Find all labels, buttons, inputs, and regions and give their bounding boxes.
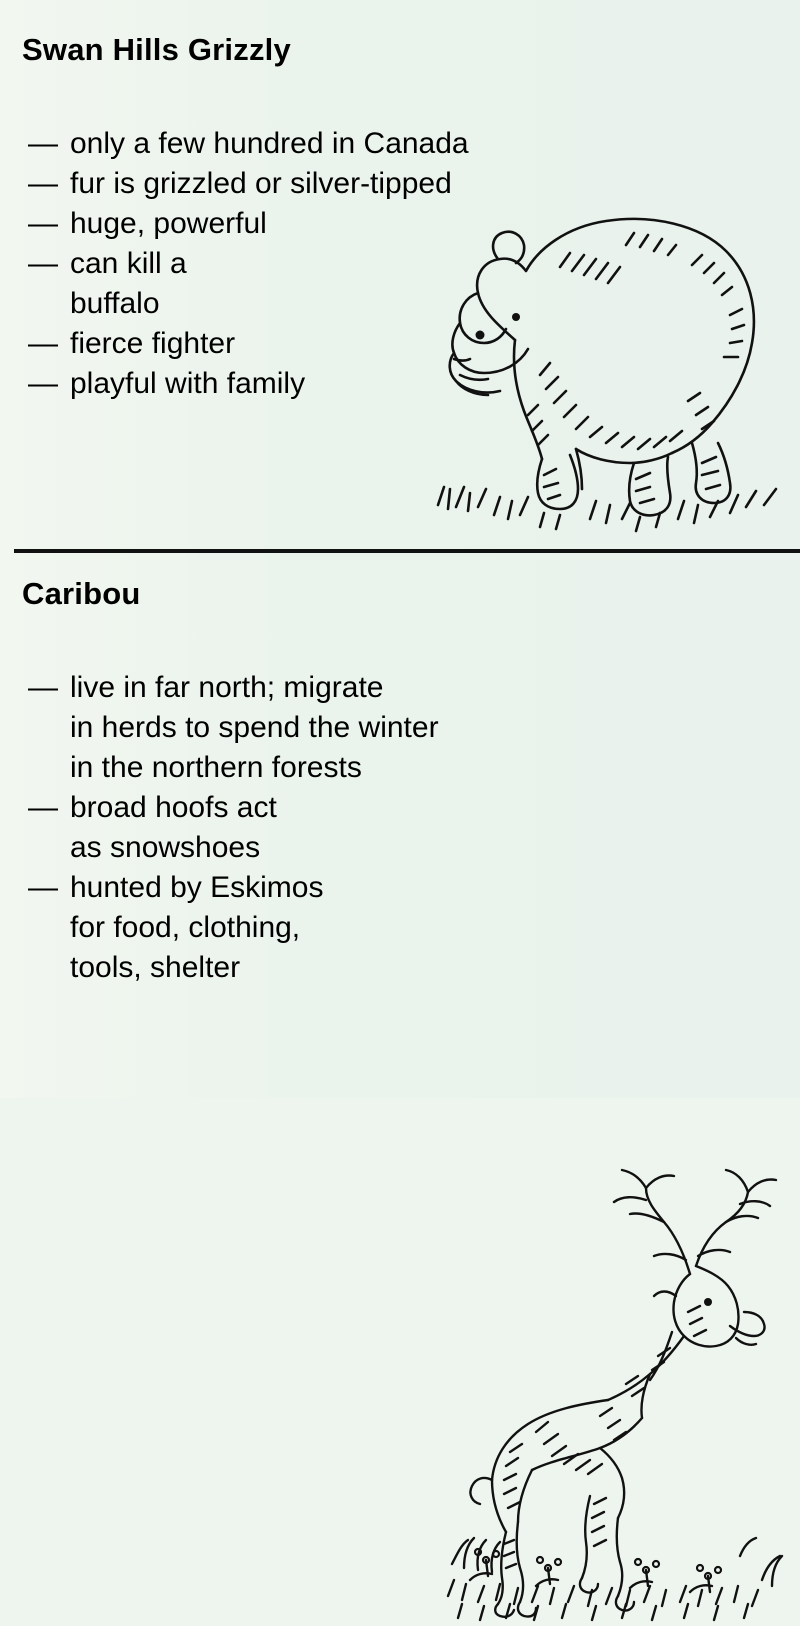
bullet-line: buffalo	[70, 287, 160, 320]
bullet-line: broad hoofs act	[70, 791, 277, 824]
bullet-dash: —	[28, 167, 58, 200]
bullet-text	[70, 364, 305, 404]
bullet-dash: —	[28, 871, 58, 904]
section-divider	[14, 549, 800, 553]
list-item	[28, 124, 469, 164]
section-swan-hills-grizzly	[0, 0, 800, 552]
list-item	[28, 364, 469, 404]
bullet-line: live in far north; migrate	[70, 671, 384, 704]
list-item	[28, 324, 469, 364]
page-title-caribou: Caribou	[22, 576, 141, 611]
list-item	[28, 204, 469, 244]
bullet-list-grizzly	[28, 124, 469, 404]
bullet-dash: —	[28, 127, 58, 160]
bullet-line: playful with family	[70, 367, 306, 400]
bullet-line: hunted by Eskimos	[70, 871, 324, 904]
bullet-line: only a few hundred in Canada	[70, 127, 469, 160]
bullet-dash: —	[28, 207, 58, 240]
bullet-text	[70, 788, 277, 868]
bullet-text	[70, 324, 235, 364]
grizzly-bear-illustration	[420, 175, 790, 535]
bullet-line: for food, clothing,	[70, 911, 301, 944]
bullet-dash: —	[28, 327, 58, 360]
bullet-line: tools, shelter	[70, 951, 241, 984]
bullet-text	[70, 244, 187, 324]
bullet-text	[70, 668, 439, 788]
list-item	[28, 668, 439, 788]
bullet-dash: —	[28, 671, 58, 704]
bullet-text	[70, 868, 323, 988]
list-item	[28, 244, 469, 324]
bullet-line: can kill a	[70, 247, 187, 280]
caribou-illustration	[440, 1156, 785, 1626]
bullet-dash: —	[28, 367, 58, 400]
section-caribou	[0, 556, 800, 1098]
page-title-grizzly: Swan Hills Grizzly	[22, 32, 291, 67]
bullet-text	[70, 124, 469, 164]
bullet-line: huge, powerful	[70, 207, 267, 240]
bullet-text	[70, 164, 452, 204]
bullet-line: as snowshoes	[70, 831, 261, 864]
bullet-dash: —	[28, 791, 58, 824]
bullet-dash: —	[28, 247, 58, 280]
bullet-line: fierce fighter	[70, 327, 236, 360]
bullet-line: fur is grizzled or silver-tipped	[70, 167, 452, 200]
list-item	[28, 868, 439, 988]
bullet-line: in herds to spend the winter	[70, 711, 439, 744]
list-item	[28, 164, 469, 204]
bullet-text	[70, 204, 267, 244]
bullet-list-caribou	[28, 668, 439, 988]
list-item	[28, 788, 439, 868]
bullet-line: in the northern forests	[70, 751, 362, 784]
